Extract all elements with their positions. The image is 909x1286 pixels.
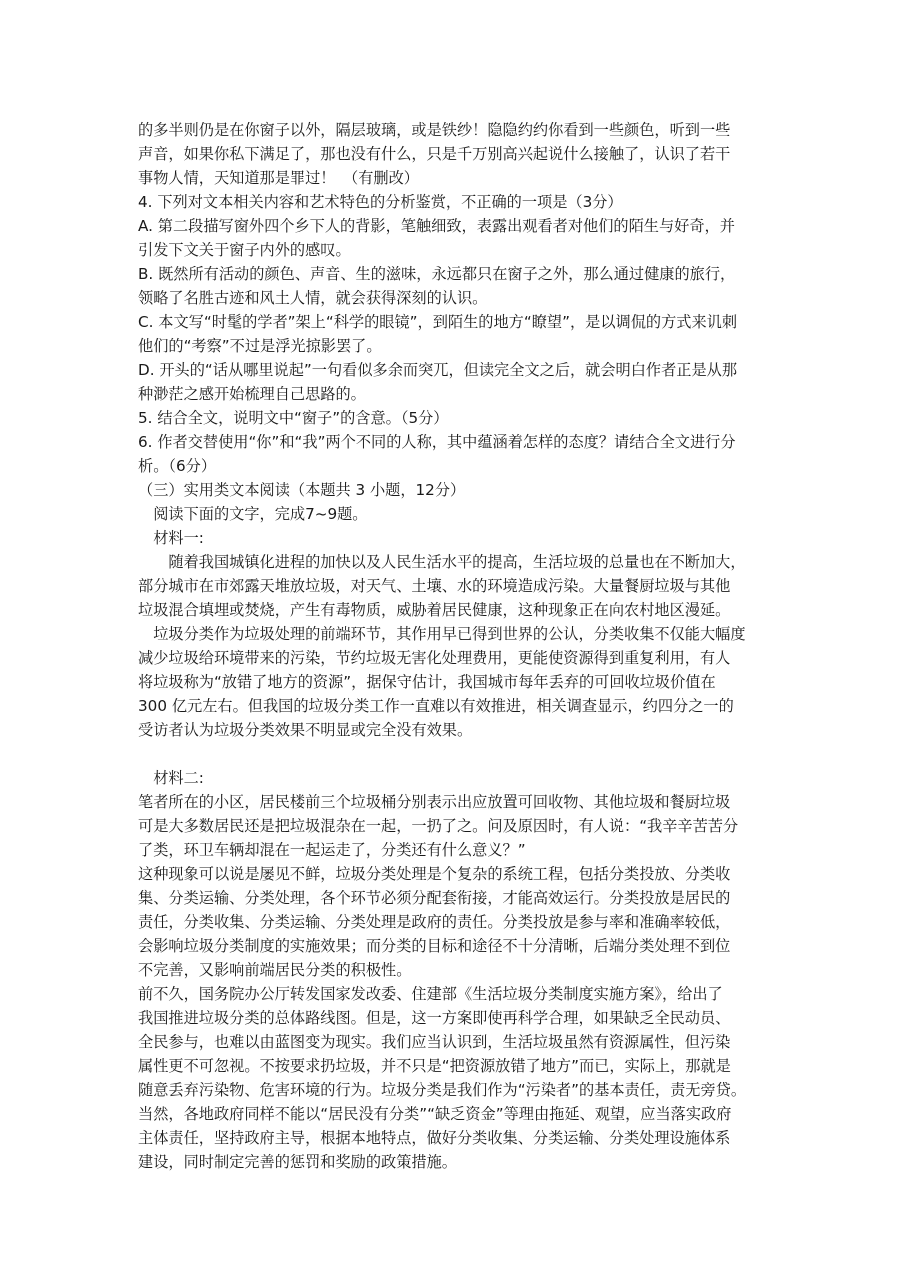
option-a: A. 第二段描写窗外四个乡下人的背影，笔触细致，表露出观看者对他们的陌生与好奇，并 [138,217,735,235]
text-line: 领略了名胜古迹和风土人情，就会获得深刻的认识。 [138,289,488,307]
text-line: 可是大多数居民还是把垃圾混杂在一起，一扔了之。问及原因时，有人说：“我辛辛苦苦分 [138,817,739,835]
text-line: 会影响垃圾分类制度的实施效果；而分类的目标和途径不十分清晰，后端分类处理不到位 [138,937,731,955]
text-line: 减少垃圾给环境带来的污染，节约垃圾无害化处理费用，更能使资源得到重复利用，有人 [138,649,731,667]
text-line: 责任，分类收集、分类运输、分类处理是政府的责任。分类投放是参与率和准确率较低， [138,913,731,931]
question-5: 5. 结合全文，说明文中“窗子”的含意。（5分） [138,409,449,427]
text-line: 建设，同时制定完善的惩罚和奖励的政策措施。 [138,1153,457,1171]
document-body [138,118,788,1198]
text-line: 主体责任，坚持政府主导，根据本地特点，做好分类收集、分类运输、分类处理设施体系 [138,1129,731,1147]
text-line: 引发下文关于窗子内外的感叹。 [138,241,351,259]
text-line [138,1174,788,1198]
text-line: 笔者所在的小区，居民楼前三个垃圾桶分别表示出应放置可回收物、其他垃圾和餐厨垃圾 [138,793,731,811]
text-line: 垃圾混合填埋或焚烧，产生有毒物质，威胁着居民健康，这种现象正在向农村地区漫延。 [138,601,731,619]
text-line: 我国推进垃圾分类的总体路线图。但是，这一方案即使再科学合理，如果缺乏全民动员、 [138,1009,731,1027]
material-1-label: 材料一: [138,529,204,547]
text-line: 前不久，国务院办公厅转发国家发改委、住建部《生活垃圾分类制度实施方案》，给出了 [138,985,723,1003]
text-line: 垃圾分类作为垃圾处理的前端环节，其作用早已得到世界的公认，分类收集不仅能大幅度 [138,625,746,643]
blank-line [138,742,788,766]
text-line: 随着我国城镇化进程的加快以及人民生活水平的提高，生活垃圾的总量也在不断加大， [138,553,746,571]
text-line: 全民参与，也难以由蓝图变为现实。我们应当认识到，生活垃圾虽然有资源属性，但污染 [138,1033,731,1051]
option-b: B. 既然所有活动的颜色、声音、生的滋味，永远都只在窗子之外，那么通过健康的旅行， [138,265,736,283]
text-line: 随意丢弃污染物、危害环境的行为。垃圾分类是我们作为“污染者”的基本责任，责无旁贷。 [138,1081,747,1099]
text-line: 的多半则仍是在你窗子以外，隔层玻璃，或是铁纱！隐隐约约你看到一些颜色，听到一些 [138,121,731,139]
text-line: 他们的“考察”不过是浮光掠影罢了。 [138,337,382,355]
text-line: 部分城市在市郊露天堆放垃圾，对天气、土壤、水的环境造成污染。大量餐厨垃圾与其他 [138,577,731,595]
text-line: 300 亿元左右。但我国的垃圾分类工作一直难以有效推进，相关调查显示，约四分之一的 [138,697,734,715]
text-line: 声音，如果你私下满足了，那也没有什么，只是千万别高兴起说什么接触了，认识了若干 [138,145,731,163]
text-line: 将垃圾称为“放错了地方的资源”，据保守估计，我国城市每年丢弃的可回收垃圾价值在 [138,673,716,691]
text-line: 了类，环卫车辆却混在一起运走了，分类还有什么意义？” [138,841,526,859]
text-line: 不完善，又影响前端居民分类的积极性。 [138,961,412,979]
question-6: 6. 作者交替使用“你”和“我”两个不同的人称，其中蕴涵着怎样的态度？请结合全文进行分 [138,433,736,451]
option-d: D. 开头的“话从哪里说起”一句看似多余而突兀，但读完全文之后，就会明白作者正是从那 [138,361,738,379]
option-c: C. 本文写“时髦的学者”架上“科学的眼镜”，到陌生的地方“瞭望”，是以调侃的方式来讥刺 [138,313,738,331]
section-heading: （三）实用类文本阅读（本题共 3 小题，12分） [138,481,466,499]
question-4: 4. 下列对文本相关内容和艺术特色的分析鉴赏，不正确的一项是（3分） [138,193,623,211]
text-line: 析。（6分） [138,457,217,475]
text-line: 这种现象可以说是屡见不鲜，垃圾分类处理是个复杂的系统工程，包括分类投放、分类收 [138,865,731,883]
text-line: 事物人情，天知道那是罪过！ （有删改） [138,169,419,187]
text-line: 当然，各地政府同样不能以“居民没有分类”“缺乏资金”等理由拖延、观望，应当落实政府 [138,1105,732,1123]
text-line: 种渺茫之感开始梳理自己思路的。 [138,385,366,403]
text-line: 集、分类运输、分类处理，各个环节必须分配套衔接，才能高效运行。分类投放是居民的 [138,889,731,907]
text-line: 受访者认为垃圾分类效果不明显或完全没有效果。 [138,721,473,739]
text-line: 属性更不可忽视。不按要求扔垃圾，并不只是“把资源放错了地方”而已，实际上，那就是 [138,1057,731,1075]
instruction: 阅读下面的文字，完成7~9题。 [138,505,368,523]
material-2-label: 材料二: [138,769,204,787]
